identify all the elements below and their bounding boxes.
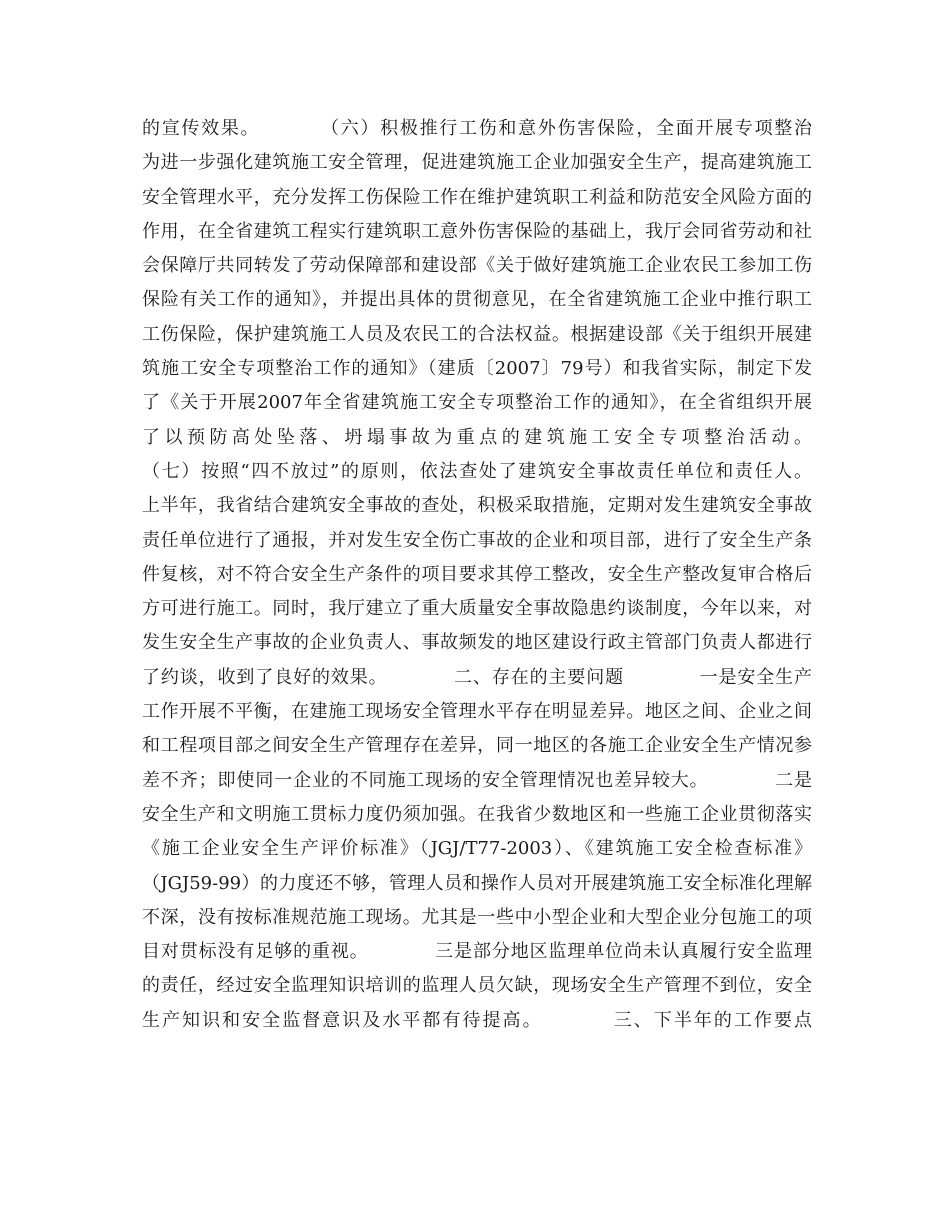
text-line: 工伤保险，保护建筑施工人员及农民工的合法权益。根据建设部《关于组织开展建 xyxy=(142,323,812,345)
text-line: （七）按照“四不放过”的原则，依法查处了建筑安全事故责任单位和责任人。 xyxy=(142,460,812,482)
text-line: 了约谈，收到了良好的效果。 二、存在的主要问题 一是安全生产 xyxy=(142,666,812,688)
text-line: 了以预防高处坠落、坍塌事故为重点的建筑施工安全专项整治活动。 xyxy=(142,426,812,448)
text-line: 为进一步强化建筑施工安全管理，促进建筑施工企业加强安全生产，提高建筑施工 xyxy=(142,152,812,174)
text-line: 目对贯标没有足够的重视。 三是部分地区监理单位尚未认真履行安全监理 xyxy=(142,941,812,963)
text-line: 工作开展不平衡，在建施工现场安全管理水平存在明显差异。地区之间、企业之间 xyxy=(142,701,812,723)
text-line: 不深，没有按标准规范施工现场。尤其是一些中小型企业和大型企业分包施工的项 xyxy=(142,906,812,928)
text-line: 了《关于开展2007年全省建筑施工安全专项整治工作的通知》，在全省组织开展 xyxy=(142,392,812,414)
text-line: 方可进行施工。同时，我厅建立了重大质量安全事故隐患约谈制度，今年以来，对 xyxy=(142,598,812,620)
text-line: 的责任，经过安全监理知识培训的监理人员欠缺，现场安全生产管理不到位，安全 xyxy=(142,975,812,997)
text-line: （JGJ59-99）的力度还不够，管理人员和操作人员对开展建筑施工安全标准化理解 xyxy=(142,872,812,894)
text-line: 安全生产和文明施工贯标力度仍须加强。在我省少数地区和一些施工企业贯彻落实 xyxy=(142,803,812,825)
body-text xyxy=(142,112,812,1038)
text-line: 发生安全生产事故的企业负责人、事故频发的地区建设行政主管部门负责人都进行 xyxy=(142,632,812,654)
text-line: 《施工企业安全生产评价标准》（JGJ/T77-2003）、《建筑施工安全检查标准》 xyxy=(142,838,812,860)
text-line: 责任单位进行了通报，并对发生安全伤亡事故的企业和项目部，进行了安全生产条 xyxy=(142,529,812,551)
text-line: 筑施工安全专项整治工作的通知》（建质〔2007〕79号）和我省实际，制定下发 xyxy=(142,358,812,380)
text-line: 会保障厅共同转发了劳动保障部和建设部《关于做好建筑施工企业农民工参加工伤 xyxy=(142,255,812,277)
text-line: 和工程项目部之间安全生产管理存在差异，同一地区的各施工企业安全生产情况参 xyxy=(142,735,812,757)
text-line: 安全管理水平，充分发挥工伤保险工作在维护建筑职工利益和防范安全风险方面的 xyxy=(142,186,812,208)
text-line: 作用，在全省建筑工程实行建筑职工意外伤害保险的基础上，我厅会同省劳动和社 xyxy=(142,220,812,242)
text-line: 的宣传效果。 （六）积极推行工伤和意外伤害保险，全面开展专项整治 xyxy=(142,118,812,139)
text-line: 上半年，我省结合建筑安全事故的查处，积极采取措施，定期对发生建筑安全事故 xyxy=(142,495,812,517)
text-line: 件复核，对不符合安全生产条件的项目要求其停工整改，安全生产整改复审合格后 xyxy=(142,563,812,585)
text-line: 差不齐；即使同一企业的不同施工现场的安全管理情况也差异较大。 二是 xyxy=(142,769,812,791)
text-line: 生产知识和安全监督意识及水平都有待提高。 三、下半年的工作要点 xyxy=(142,1009,812,1031)
text-line: 保险有关工作的通知》，并提出具体的贯彻意见，在全省建筑施工企业中推行职工 xyxy=(142,289,812,311)
